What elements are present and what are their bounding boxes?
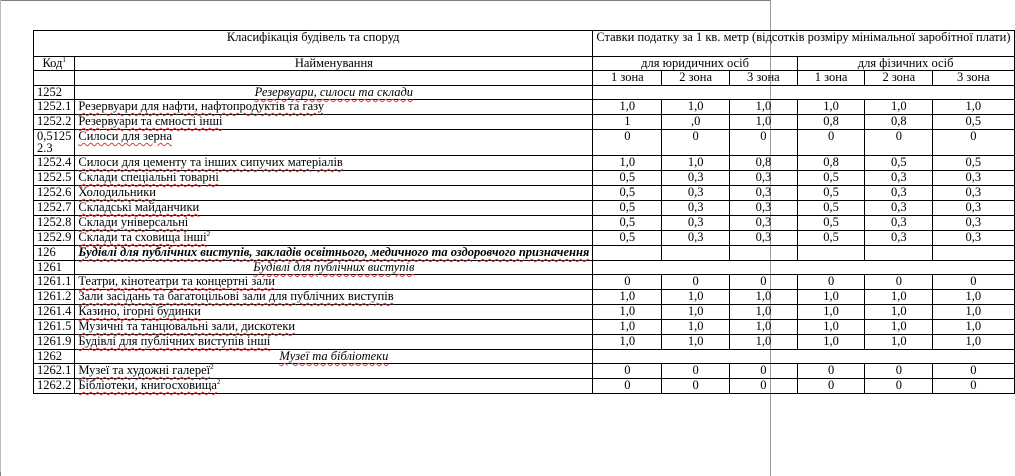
table-row [34, 379, 1015, 394]
rate-cell: 0,8 [730, 156, 798, 171]
row-name-text: Склади універсальні [78, 215, 189, 229]
rate-cell: 1,0 [593, 335, 662, 350]
table-row [34, 290, 1015, 305]
rate-cell: 0 [865, 379, 933, 394]
row-name-text: Зали засідань та багатоцільові зали для публічних виступів [78, 289, 394, 303]
rate-cell: 1,0 [593, 305, 662, 320]
name-header: Найменування [75, 57, 593, 71]
row-name-text: Музеї та бібліотеки [279, 349, 389, 363]
row-name [75, 171, 593, 186]
rate-cell: 0,5 [933, 115, 1014, 130]
row-name-text: Силоси для цементу та інших сипучих матеріалів [78, 155, 343, 169]
rate-cell: 0 [865, 130, 933, 156]
row-name-text: Будівлі для публічних виступів, закладів освітнього, медичного та оздоровчого призначення [78, 245, 590, 259]
rate-cell: 0,3 [865, 171, 933, 186]
row-code: 1261.4 [34, 305, 75, 320]
row-code: 1262.2 [34, 379, 75, 394]
rate-cell: 1,0 [662, 100, 730, 115]
row-name-text: Резервуари, силоси та склади [254, 85, 414, 99]
row-code: 1252.6 [34, 186, 75, 201]
row-code: 1261 [34, 261, 75, 275]
header-row-1 [34, 31, 1015, 57]
rate-cell: 0 [730, 364, 798, 379]
rate-cell: 0,5 [933, 156, 1014, 171]
rate-cell [593, 246, 662, 261]
rate-cell: 0,3 [933, 231, 1014, 246]
table-row [34, 171, 1015, 186]
rate-cell: 1 [593, 115, 662, 130]
rate-cell: 0,3 [865, 216, 933, 231]
row-name [75, 100, 593, 115]
window-top-edge [0, 0, 775, 1]
rate-cell: 1,0 [933, 290, 1014, 305]
rate-cell: 0,3 [662, 216, 730, 231]
table-row [34, 130, 1015, 156]
rate-cell: 0 [797, 379, 865, 394]
row-name [75, 320, 593, 335]
zone-header-spacer-code [34, 71, 75, 86]
rate-cell: 0 [933, 130, 1014, 156]
row-name [75, 246, 593, 261]
rate-cell: 0 [593, 364, 662, 379]
rate-cell: 0 [730, 130, 798, 156]
rate-cell: 0,3 [933, 201, 1014, 216]
rate-cell: 0,5 [593, 216, 662, 231]
rate-cell: 0 [865, 275, 933, 290]
rate-cell: 1,0 [593, 100, 662, 115]
zone-header: 1 зона [593, 71, 662, 86]
table-row [34, 246, 1015, 261]
rate-cell: 0,3 [933, 171, 1014, 186]
row-name [75, 364, 593, 379]
rate-cell: 1,0 [797, 335, 865, 350]
code-header-footnote: 1 [62, 55, 66, 64]
rate-cell: 1,0 [593, 320, 662, 335]
footnote-marker: 2 [210, 362, 214, 371]
row-code: 1261.2 [34, 290, 75, 305]
footnote-marker: 2 [216, 377, 221, 386]
zone-header-spacer-name [75, 71, 593, 86]
row-name [75, 231, 593, 246]
row-code: 1261.9 [34, 335, 75, 350]
rate-cell: 0 [797, 364, 865, 379]
row-name-text: Силоси для зерна [78, 129, 173, 143]
rate-cell: 1,0 [865, 100, 933, 115]
row-name-text: Музичні та танцювальні зали, дискотеки [78, 319, 296, 333]
row-code: 1252.1 [34, 100, 75, 115]
row-name [75, 201, 593, 216]
table-row [34, 201, 1015, 216]
row-name [75, 275, 593, 290]
rate-cell: 0,3 [933, 216, 1014, 231]
rate-cell: 0,3 [662, 186, 730, 201]
row-name [75, 216, 593, 231]
rate-cell: 0 [933, 275, 1014, 290]
rate-cell: 0,3 [730, 216, 798, 231]
rate-cell: 1,0 [730, 115, 798, 130]
zone-header-row [34, 71, 1015, 86]
page-corner-mark [0, 472, 7, 476]
row-code: 0,5125 2.3 [34, 130, 75, 156]
rate-cell: 0 [797, 275, 865, 290]
row-name [75, 261, 593, 275]
row-name-text: Холодильники [78, 185, 156, 199]
row-name [75, 130, 593, 156]
rate-cell: 0 [662, 379, 730, 394]
footnote-marker: 2 [206, 229, 211, 238]
row-code: 1261.1 [34, 275, 75, 290]
physical-persons-header: для фізичних осіб [797, 57, 1014, 71]
rate-cell: 0,3 [933, 186, 1014, 201]
row-name-text: Склади спеціальні товарні [78, 170, 219, 184]
row-name-text: Резервуари та ємності інші [78, 114, 223, 128]
rate-cell: 1,0 [865, 305, 933, 320]
row-name [75, 186, 593, 201]
rate-cell: 0,5 [797, 171, 865, 186]
tax-rates-table [33, 30, 1015, 394]
table-body [34, 31, 1015, 394]
rate-cell: 1,0 [730, 100, 798, 115]
zone-header: 3 зона [730, 71, 798, 86]
rate-cell: 0,3 [865, 231, 933, 246]
rate-cell: 0 [593, 379, 662, 394]
rate-cell [662, 246, 730, 261]
classification-header: Класифікація будівель та споруд [34, 31, 593, 57]
table-row [34, 350, 1015, 364]
rate-cell: 0,5 [593, 201, 662, 216]
row-name-text: Казино, ігорні будинки [78, 304, 201, 318]
rate-cell: 0,5 [797, 231, 865, 246]
table-row [34, 186, 1015, 201]
row-name [75, 86, 593, 100]
rate-cell: 1,0 [593, 156, 662, 171]
row-name [75, 290, 593, 305]
rate-cell: 1,0 [865, 290, 933, 305]
row-name-text: Будівлі для публічних виступів [253, 260, 415, 274]
table-row [34, 305, 1015, 320]
table-row [34, 261, 1015, 275]
row-name [75, 350, 593, 364]
rate-cell: 0,3 [730, 201, 798, 216]
rate-cell: 1,0 [662, 335, 730, 350]
rate-cell [865, 246, 933, 261]
zone-header: 3 зона [933, 71, 1014, 86]
rate-cell: 0,5 [593, 186, 662, 201]
rate-cell: 1,0 [593, 290, 662, 305]
rate-cell: 0,3 [730, 186, 798, 201]
rate-cell [797, 246, 865, 261]
rate-cell: 1,0 [933, 305, 1014, 320]
rate-cell: 1,0 [797, 100, 865, 115]
rates-header: Ставки податку за 1 кв. метр (відсотків розміру мінімальної заробітної плати) [593, 31, 1014, 57]
rate-cell: 0,5 [593, 231, 662, 246]
row-code: 1252.7 [34, 201, 75, 216]
row-name [75, 156, 593, 171]
rate-cell: 0 [865, 364, 933, 379]
row-name [75, 379, 593, 394]
rate-cell: 0,3 [662, 231, 730, 246]
zone-header: 2 зона [662, 71, 730, 86]
row-name-text: Складські майданчики [78, 200, 200, 214]
table-row [34, 364, 1015, 379]
row-code: 1252.5 [34, 171, 75, 186]
table-row [34, 156, 1015, 171]
rate-cell: 1,0 [730, 305, 798, 320]
section-rate-placeholder [593, 86, 1014, 100]
rate-cell: 1,0 [662, 320, 730, 335]
row-name-text: Будівлі для публічних виступів інші [78, 334, 271, 348]
zone-header: 1 зона [797, 71, 865, 86]
rate-cell: 0 [933, 364, 1014, 379]
rate-cell: 0 [730, 275, 798, 290]
row-name [75, 305, 593, 320]
rate-cell: 1,0 [662, 156, 730, 171]
window-left-edge [0, 0, 1, 476]
row-code: 1262.1 [34, 364, 75, 379]
row-name-text: Бібліотеки, книгосховища [78, 378, 217, 392]
section-rate-placeholder [593, 350, 1014, 364]
table-row [34, 320, 1015, 335]
zone-header: 2 зона [865, 71, 933, 86]
table-row [34, 86, 1015, 100]
rate-cell: 0,5 [797, 201, 865, 216]
rate-cell: 1,0 [933, 100, 1014, 115]
rate-cell: 0 [593, 275, 662, 290]
rate-cell: 1,0 [662, 305, 730, 320]
rate-cell: 0,8 [797, 115, 865, 130]
row-name-text: Театри, кінотеатри та концертні зали [78, 274, 275, 288]
rate-cell: 0,8 [865, 115, 933, 130]
row-code: 1261.5 [34, 320, 75, 335]
rate-cell: 1,0 [865, 335, 933, 350]
row-name-text: Склади та сховища інші [78, 230, 207, 244]
code-header-label: Код [42, 56, 63, 70]
row-code: 1252.2 [34, 115, 75, 130]
rate-cell: 0 [662, 130, 730, 156]
code-header [34, 57, 75, 71]
rate-cell: 0 [662, 275, 730, 290]
row-name-text: Музеї та художні галереї [78, 363, 211, 377]
rate-cell: 0 [797, 130, 865, 156]
row-code: 126 [34, 246, 75, 261]
row-name-text: Резервуари для нафти, нафтопродуктів та газу [78, 99, 325, 113]
rate-cell: 1,0 [730, 320, 798, 335]
rate-cell: 1,0 [730, 290, 798, 305]
rate-cell: 1,0 [933, 335, 1014, 350]
table-row [34, 216, 1015, 231]
rate-cell: 0 [933, 379, 1014, 394]
rate-cell: 1,0 [662, 290, 730, 305]
rate-cell: 1,0 [865, 320, 933, 335]
rate-cell: 0 [662, 364, 730, 379]
rate-cell: 1,0 [797, 320, 865, 335]
rate-cell: 0,3 [865, 201, 933, 216]
row-code: 1252.4 [34, 156, 75, 171]
rate-cell [730, 246, 798, 261]
rate-cell: 0,3 [730, 171, 798, 186]
section-rate-placeholder [593, 261, 1014, 275]
table-row [34, 231, 1015, 246]
rate-cell: 1,0 [933, 320, 1014, 335]
rate-cell: ,0 [662, 115, 730, 130]
rate-cell: 0,8 [797, 156, 865, 171]
row-name [75, 115, 593, 130]
row-code: 1262 [34, 350, 75, 364]
row-code: 1252.8 [34, 216, 75, 231]
rate-cell: 0,5 [797, 186, 865, 201]
row-code: 1252 [34, 86, 75, 100]
rate-cell: 0 [730, 379, 798, 394]
table-row [34, 100, 1015, 115]
row-name [75, 335, 593, 350]
table-row [34, 275, 1015, 290]
rate-cell: 0,3 [662, 201, 730, 216]
rate-cell: 0,5 [865, 156, 933, 171]
rate-cell [933, 246, 1014, 261]
rate-cell: 0,3 [730, 231, 798, 246]
table-row [34, 335, 1015, 350]
rate-cell: 0,3 [662, 171, 730, 186]
rate-cell: 1,0 [797, 290, 865, 305]
rate-cell: 0,5 [593, 171, 662, 186]
rate-cell: 0,5 [797, 216, 865, 231]
rate-cell: 1,0 [797, 305, 865, 320]
rate-cell: 0,3 [865, 186, 933, 201]
rate-cell: 0 [593, 130, 662, 156]
table-row [34, 115, 1015, 130]
row-code: 1252.9 [34, 231, 75, 246]
rate-cell: 1,0 [730, 335, 798, 350]
legal-persons-header: для юридичних осіб [593, 57, 797, 71]
